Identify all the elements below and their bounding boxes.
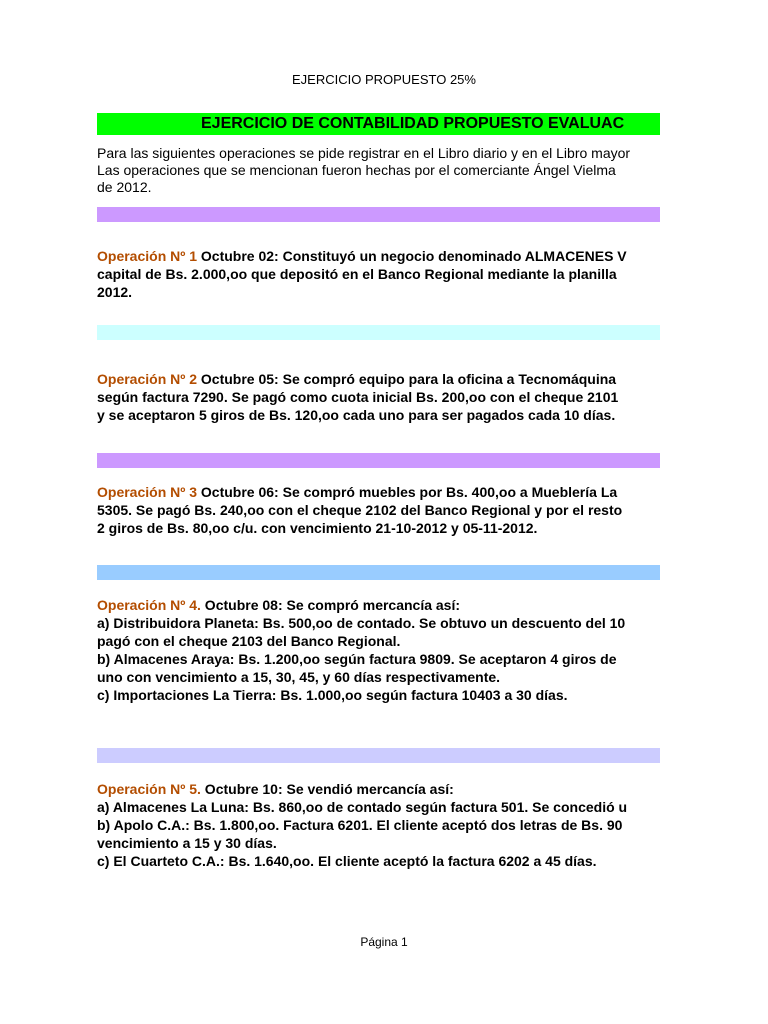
operation-label: Operación Nº 1 — [97, 248, 198, 264]
operation-line: vencimiento a 15 y 30 días. — [97, 835, 277, 851]
operation-line: según factura 7290. Se pagó como cuota inicial Bs. 200,oo con el cheque 2101 — [97, 389, 619, 405]
operation-line: b) Almacenes Araya: Bs. 1.200,oo según factura 9809. Se aceptaron 4 giros de — [97, 651, 617, 667]
intro-line: de 2012. — [97, 179, 152, 195]
color-band-5 — [97, 748, 660, 763]
operation-line: capital de Bs. 2.000,oo que depositó en el Banco Regional mediante la planilla — [97, 266, 617, 282]
operation-4 — [97, 596, 660, 704]
operation-text: Octubre 10: Se vendió mercancía así: — [200, 781, 454, 797]
operation-line: 2 giros de Bs. 80,oo c/u. con vencimiento 21-10-2012 y 05-11-2012. — [97, 520, 538, 536]
intro-line: Las operaciones que se mencionan fueron hechas por el comerciante Ángel Vielma — [97, 162, 616, 178]
page-footer: Página 1 — [360, 935, 408, 949]
operation-label: Operación Nº 2 — [97, 371, 198, 387]
operation-text: Octubre 02: Constituyó un negocio denominado ALMACENES V — [197, 248, 627, 264]
page-header: EJERCICIO PROPUESTO 25% — [292, 72, 476, 87]
operation-3 — [97, 483, 660, 537]
operation-line: a) Almacenes La Luna: Bs. 860,oo de contado según factura 501. Se concedió u — [97, 799, 628, 815]
color-band-1 — [97, 207, 660, 222]
operation-label: Operación Nº 5. — [97, 781, 201, 797]
operation-line: pagó con el cheque 2103 del Banco Regional. — [97, 633, 401, 649]
operation-5 — [97, 780, 660, 870]
operation-text: Octubre 05: Se compró equipo para la oficina a Tecnomáquina — [197, 371, 617, 387]
title-bar — [97, 113, 660, 135]
operation-line: 5305. Se pagó Bs. 240,oo con el cheque 2102 del Banco Regional y por el resto — [97, 502, 623, 518]
operation-line: 2012. — [97, 284, 133, 300]
operation-text: Octubre 06: Se compró muebles por Bs. 400,oo a Mueblería La — [197, 484, 618, 500]
color-band-4 — [97, 565, 660, 580]
operation-line: c) Importaciones La Tierra: Bs. 1.000,oo según factura 10403 a 30 días. — [97, 687, 568, 703]
operation-label: Operación Nº 3 — [97, 484, 198, 500]
intro-paragraph — [97, 145, 660, 196]
exercise-title: EJERCICIO DE CONTABILIDAD PROPUESTO EVALUAC — [201, 115, 625, 132]
spreadsheet-page — [97, 0, 660, 1024]
intro-line: Para las siguientes operaciones se pide registrar en el Libro diario y en el Libro mayor — [97, 145, 631, 161]
operation-line: c) El Cuarteto C.A.: Bs. 1.640,oo. El cliente aceptó la factura 6202 a 45 días. — [97, 853, 597, 869]
operation-line: a) Distribuidora Planeta: Bs. 500,oo de contado. Se obtuvo un descuento del 10 — [97, 615, 626, 631]
operation-line: b) Apolo C.A.: Bs. 1.800,oo. Factura 6201. El cliente aceptó dos letras de Bs. 90 — [97, 817, 623, 833]
operation-label: Operación Nº 4. — [97, 597, 201, 613]
operation-line: y se aceptaron 5 giros de Bs. 120,oo cada uno para ser pagados cada 10 días. — [97, 407, 616, 423]
operation-1 — [97, 247, 660, 301]
color-band-2 — [97, 325, 660, 340]
operation-line: uno con vencimiento a 15, 30, 45, y 60 días respectivamente. — [97, 669, 501, 685]
operation-text: Octubre 08: Se compró mercancía así: — [200, 597, 461, 613]
operation-2 — [97, 370, 660, 424]
color-band-3 — [97, 453, 660, 468]
